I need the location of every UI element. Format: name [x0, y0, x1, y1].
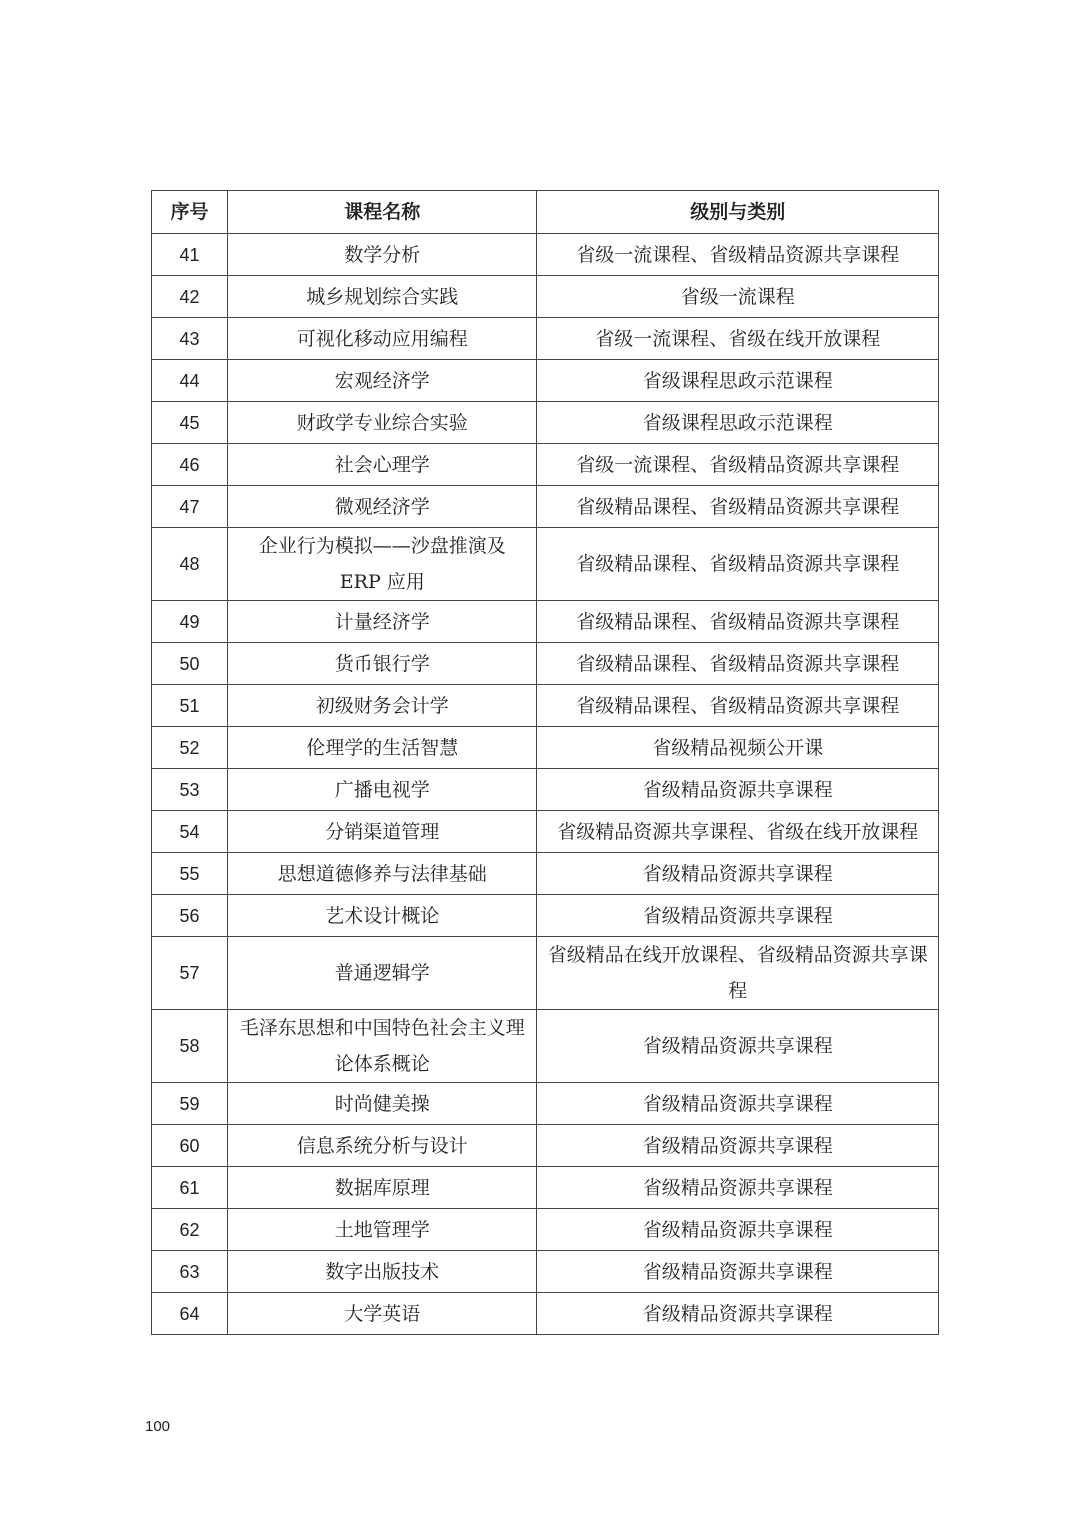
- table-row: [152, 528, 939, 601]
- row-num: 56: [152, 895, 228, 937]
- row-course-name: 可视化移动应用编程: [228, 318, 537, 360]
- row-num: 41: [152, 234, 228, 276]
- row-level: 省级精品资源共享课程: [537, 1125, 939, 1167]
- row-num: 46: [152, 444, 228, 486]
- row-num: 53: [152, 769, 228, 811]
- row-num: 47: [152, 486, 228, 528]
- table-row: [152, 769, 939, 811]
- row-course-name: 数字出版技术: [228, 1251, 537, 1293]
- row-num: 61: [152, 1167, 228, 1209]
- table-row: [152, 895, 939, 937]
- row-level: 省级精品资源共享课程: [537, 1209, 939, 1251]
- row-num: 63: [152, 1251, 228, 1293]
- row-num: 51: [152, 685, 228, 727]
- row-num: 43: [152, 318, 228, 360]
- row-course-name: 初级财务会计学: [228, 685, 537, 727]
- row-level: 省级一流课程: [537, 276, 939, 318]
- row-course-name: 宏观经济学: [228, 360, 537, 402]
- row-course-name: 分销渠道管理: [228, 811, 537, 853]
- row-course-name: 普通逻辑学: [228, 937, 537, 1010]
- row-course-name: 思想道德修养与法律基础: [228, 853, 537, 895]
- row-level: 省级精品资源共享课程: [537, 1167, 939, 1209]
- table-row: [152, 360, 939, 402]
- row-course-name: 货币银行学: [228, 643, 537, 685]
- row-num: 62: [152, 1209, 228, 1251]
- row-level: 省级精品课程、省级精品资源共享课程: [537, 685, 939, 727]
- row-num: 54: [152, 811, 228, 853]
- row-course-name: 广播电视学: [228, 769, 537, 811]
- row-level: 省级精品在线开放课程、省级精品资源共享课程: [537, 937, 939, 1010]
- row-num: 64: [152, 1293, 228, 1335]
- row-course-name: 毛泽东思想和中国特色社会主义理论体系概论: [228, 1010, 537, 1083]
- row-level: 省级一流课程、省级精品资源共享课程: [537, 444, 939, 486]
- row-level: 省级一流课程、省级精品资源共享课程: [537, 234, 939, 276]
- table-row: [152, 685, 939, 727]
- course-table: [151, 190, 939, 1335]
- header-level: 级别与类别: [537, 191, 939, 234]
- row-num: 44: [152, 360, 228, 402]
- table-row: [152, 1167, 939, 1209]
- table-row: [152, 444, 939, 486]
- row-level: 省级精品课程、省级精品资源共享课程: [537, 601, 939, 643]
- row-level: 省级课程思政示范课程: [537, 402, 939, 444]
- row-course-name: 数据库原理: [228, 1167, 537, 1209]
- row-course-name: 时尚健美操: [228, 1083, 537, 1125]
- row-course-name: 财政学专业综合实验: [228, 402, 537, 444]
- row-level: 省级精品资源共享课程: [537, 769, 939, 811]
- row-level: 省级精品课程、省级精品资源共享课程: [537, 486, 939, 528]
- row-level: 省级一流课程、省级在线开放课程: [537, 318, 939, 360]
- row-num: 59: [152, 1083, 228, 1125]
- table-row: [152, 486, 939, 528]
- row-course-name: 伦理学的生活智慧: [228, 727, 537, 769]
- row-num: 50: [152, 643, 228, 685]
- row-level: 省级精品资源共享课程: [537, 1293, 939, 1335]
- header-num: 序号: [152, 191, 228, 234]
- row-course-name: 微观经济学: [228, 486, 537, 528]
- table-row: [152, 643, 939, 685]
- table-row: [152, 1083, 939, 1125]
- page-number: 100: [145, 1418, 171, 1435]
- table-row: [152, 1125, 939, 1167]
- row-course-name: 城乡规划综合实践: [228, 276, 537, 318]
- table-row: [152, 601, 939, 643]
- row-num: 49: [152, 601, 228, 643]
- row-course-name: 信息系统分析与设计: [228, 1125, 537, 1167]
- row-course-name: 数学分析: [228, 234, 537, 276]
- row-course-name: 土地管理学: [228, 1209, 537, 1251]
- row-level: 省级精品视频公开课: [537, 727, 939, 769]
- row-course-name: 社会心理学: [228, 444, 537, 486]
- table-row: [152, 1209, 939, 1251]
- row-num: 58: [152, 1010, 228, 1083]
- row-level: 省级精品资源共享课程: [537, 1083, 939, 1125]
- table-row: [152, 727, 939, 769]
- table-row: [152, 937, 939, 1010]
- row-level: 省级精品资源共享课程: [537, 853, 939, 895]
- row-level: 省级精品课程、省级精品资源共享课程: [537, 528, 939, 601]
- table-row: [152, 1293, 939, 1335]
- row-num: 42: [152, 276, 228, 318]
- row-num: 60: [152, 1125, 228, 1167]
- row-num: 57: [152, 937, 228, 1010]
- table-row: [152, 318, 939, 360]
- row-level: 省级精品课程、省级精品资源共享课程: [537, 643, 939, 685]
- table-row: [152, 853, 939, 895]
- header-name: 课程名称: [228, 191, 537, 234]
- row-level: 省级精品资源共享课程、省级在线开放课程: [537, 811, 939, 853]
- row-num: 45: [152, 402, 228, 444]
- row-course-name: 艺术设计概论: [228, 895, 537, 937]
- row-level: 省级课程思政示范课程: [537, 360, 939, 402]
- row-num: 52: [152, 727, 228, 769]
- row-level: 省级精品资源共享课程: [537, 1251, 939, 1293]
- table-header-row: [152, 191, 939, 234]
- table-row: [152, 234, 939, 276]
- row-course-name: 大学英语: [228, 1293, 537, 1335]
- table-row: [152, 1010, 939, 1083]
- row-num: 55: [152, 853, 228, 895]
- table-row: [152, 276, 939, 318]
- row-level: 省级精品资源共享课程: [537, 895, 939, 937]
- row-num: 48: [152, 528, 228, 601]
- table-row: [152, 1251, 939, 1293]
- table-row: [152, 402, 939, 444]
- row-course-name: 企业行为模拟——沙盘推演及 ERP 应用: [228, 528, 537, 601]
- row-course-name: 计量经济学: [228, 601, 537, 643]
- row-level: 省级精品资源共享课程: [537, 1010, 939, 1083]
- table-row: [152, 811, 939, 853]
